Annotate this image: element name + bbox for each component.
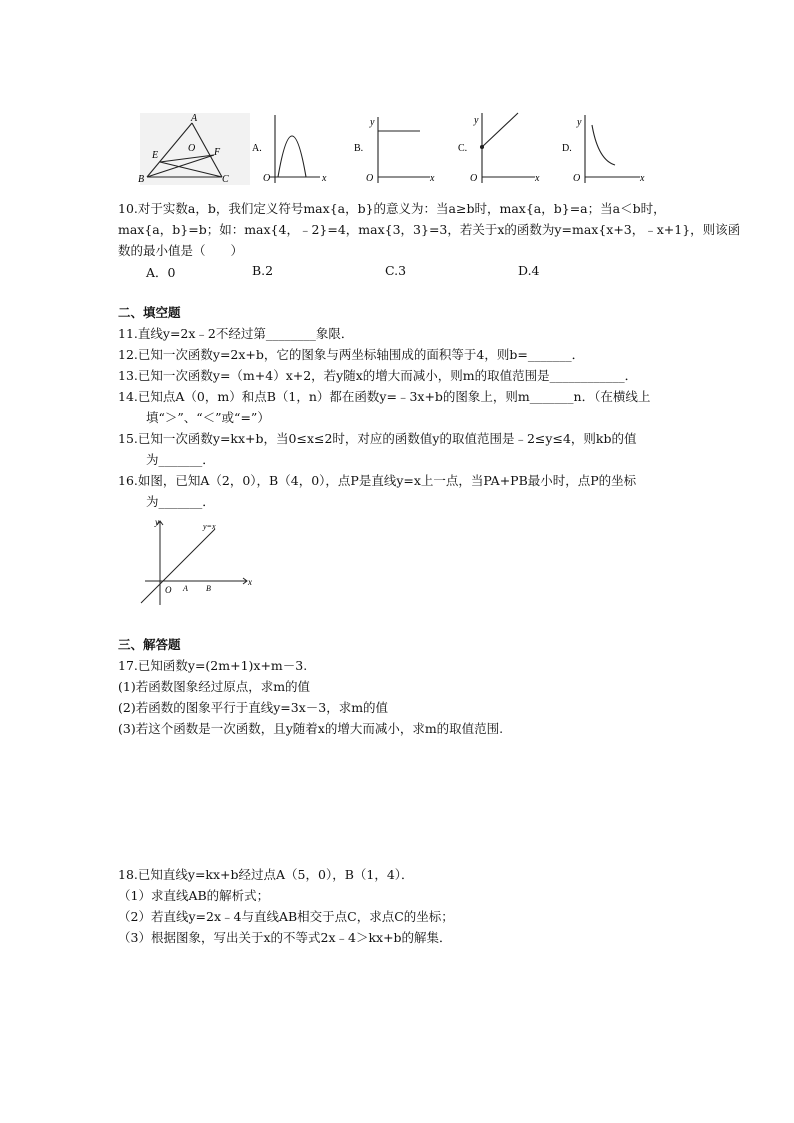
q14-line2: 填“＞”、“＜”或“=”） bbox=[146, 410, 270, 425]
graph-c-x: x bbox=[535, 173, 540, 184]
q10-line1: 10.对于实数a，b，我们定义符号max{a，b}的意义为：当a≥b时，max{a，b}=a；当a＜b时， bbox=[118, 201, 666, 216]
graph-a-x: x bbox=[322, 173, 327, 184]
graph-d-o: O bbox=[573, 173, 581, 184]
graph-b-o: O bbox=[366, 173, 374, 184]
q10-option-c: C.3 bbox=[385, 263, 407, 278]
graph-a-tag: A. bbox=[252, 143, 262, 154]
q16-line1: 16.如图，已知A（2，0），B（4，0），点P是直线y=x上一点，当PA+PB最小时，点P的坐标 bbox=[118, 473, 637, 488]
graph-b bbox=[378, 117, 430, 183]
q10-option-a: A．0 bbox=[146, 265, 176, 280]
q13: 13.已知一次函数y=（m+4）x+2，若y随x的增大而减小，则m的取值范围是____________． bbox=[118, 368, 638, 383]
q16-fig-x: x bbox=[248, 577, 252, 587]
q10-option-d: D.4 bbox=[518, 263, 540, 278]
q17-line1: 17.已知函数y=(2m+1)x+m－3. bbox=[118, 658, 308, 673]
graph-b-x: x bbox=[430, 173, 435, 184]
figure-strip bbox=[130, 105, 660, 190]
q16-fig-line: y=x bbox=[203, 522, 216, 531]
graph-d-tag: D. bbox=[562, 143, 572, 154]
graph-c-tag: C. bbox=[458, 143, 468, 154]
q15-line1: 15.已知一次函数y=kx+b，当0≤x≤2时，对应的函数值y的取值范围是﹣2≤y≤4，则kb的值 bbox=[118, 431, 637, 446]
graph-b-y: y bbox=[370, 117, 375, 128]
section-answer-heading: 三、解答题 bbox=[118, 637, 181, 652]
q10-line2: max{a，b}=b；如：max{4，﹣2}=4，max{3，3}=3，若关于x的函数为y=max{x+3，﹣x+1}，则该函 bbox=[118, 222, 741, 237]
triangle-label-o: O bbox=[188, 143, 196, 154]
triangle-label-f: F bbox=[214, 147, 221, 158]
q10-option-b: B.2 bbox=[252, 263, 274, 278]
q16-fig-a: A bbox=[183, 584, 188, 593]
q18-line2: （1）求直线AB的解析式； bbox=[118, 888, 270, 903]
graph-a-o: O bbox=[263, 173, 271, 184]
graph-b-tag: B. bbox=[354, 143, 364, 154]
q17-line3: (2)若函数的图象平行于直线y=3x－3，求m的值 bbox=[118, 700, 389, 715]
q11: 11.直线y=2x﹣2不经过第________象限． bbox=[118, 326, 354, 341]
triangle-label-e: E bbox=[152, 150, 159, 161]
q12: 12.已知一次函数y=2x+b，它的图象与两坐标轴围成的面积等于4，则b=_______． bbox=[118, 347, 585, 362]
q18-line3: （2）若直线y=2x﹣4与直线AB相交于点C，求点C的坐标； bbox=[118, 909, 454, 924]
q18-line1: 18.已知直线y=kx+b经过点A（5，0），B（1，4）． bbox=[118, 867, 414, 882]
graph-c bbox=[481, 113, 536, 183]
q17-line4: (3)若这个函数是一次函数，且y随着x的增大而减小，求m的取值范围. bbox=[118, 721, 504, 736]
triangle-label-c: C bbox=[222, 174, 229, 185]
triangle-label-a: A bbox=[191, 113, 198, 124]
section-fill-blank-heading: 二、填空题 bbox=[118, 305, 181, 320]
graph-d-x: x bbox=[640, 173, 645, 184]
graph-c-o: O bbox=[470, 173, 478, 184]
q16-fig-b: B bbox=[206, 584, 211, 593]
graph-d-y: y bbox=[577, 117, 582, 128]
q16-line2: 为_______． bbox=[146, 494, 215, 509]
q15-line2: 为_______． bbox=[146, 452, 215, 467]
graph-d bbox=[585, 115, 640, 183]
q14-line1: 14.已知点A（0，m）和点B（1，n）都在函数y=﹣3x+b的图象上，则m_______n．（在横线上 bbox=[118, 389, 651, 404]
triangle-label-b: B bbox=[138, 174, 145, 185]
q16-figure bbox=[135, 515, 260, 610]
q18-line4: （3）根据图象，写出关于x的不等式2x﹣4＞kx+b的解集． bbox=[118, 930, 452, 945]
graph-a bbox=[270, 115, 320, 183]
q17-line2: (1)若函数图象经过原点，求m的值 bbox=[118, 679, 311, 694]
q16-fig-o: O bbox=[165, 585, 172, 595]
graph-c-y: y bbox=[474, 115, 479, 126]
q16-fig-y: y bbox=[155, 517, 159, 527]
q10-line3: 数的最小值是（ ） bbox=[118, 243, 244, 258]
